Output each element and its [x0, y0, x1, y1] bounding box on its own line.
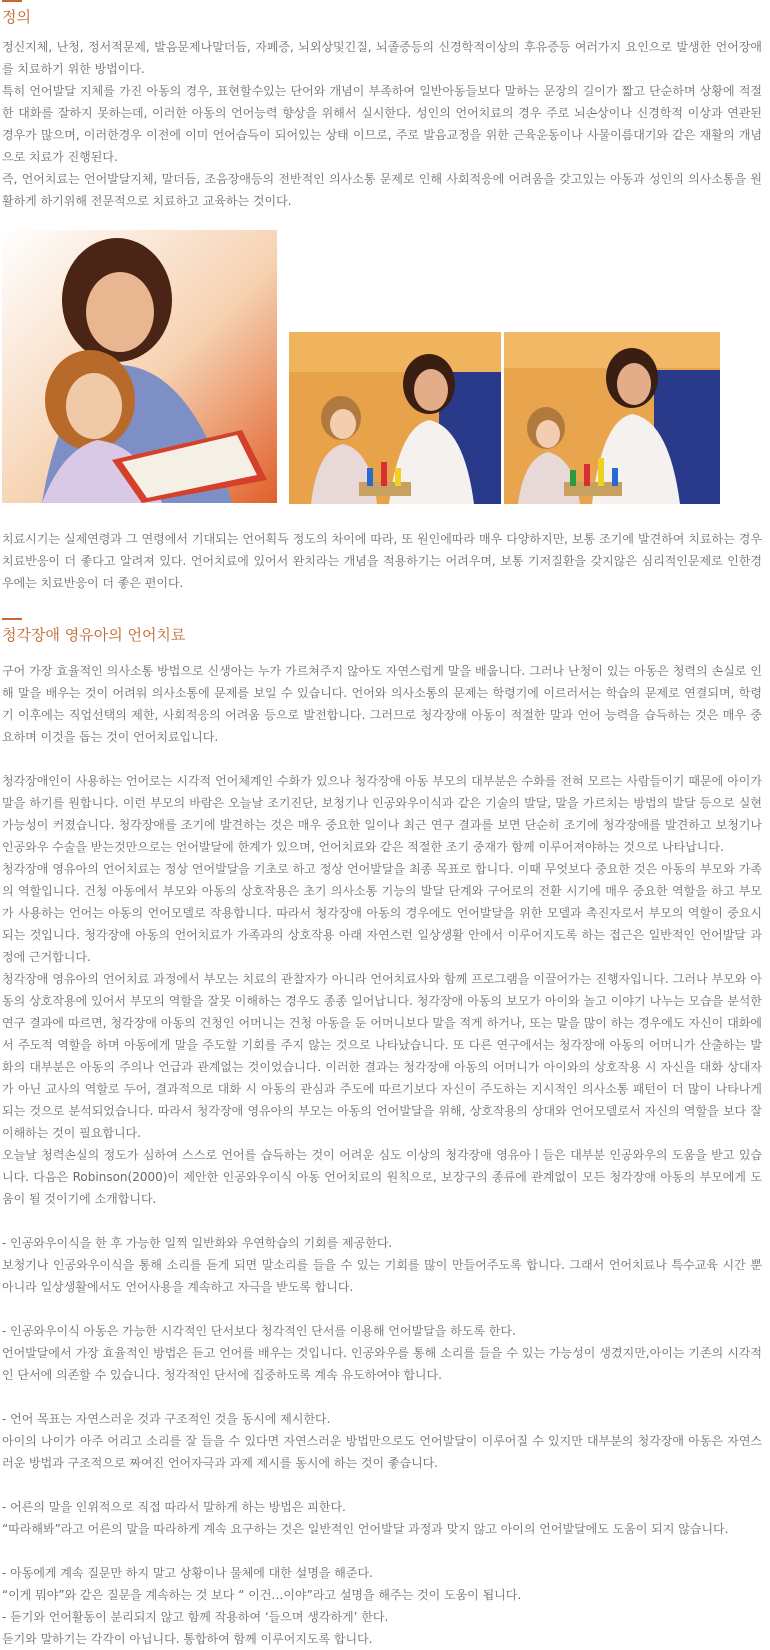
paragraph: 구어 가장 효율적인 의사소통 방법으로 신생아는 누가 가르쳐주지 않아도 자연스럽게 말을 배웁니다. 그러나 난청이 있는 아동은 청력의 손실로 인해 말을 배우는 것이 어려워 의사소통에 문제를 보일 수 있습니다. 언어와 의사소통의 문제는 학령기에 이르러서는 학습의 문제로 연결되며, 학령기 이후에는 직업선택의 제한, 사회적응의 어려움 등으로 발전합니다. 그러므로 청각장애 아동이 적절한 말과 언어 능력을 습득하는 것은 매우 중요하며 이것을 돕는 것이 언어치료입니다. — [2, 664, 762, 744]
principle-heading: - 아동에게 계속 질문만 하지 말고 상황이나 물체에 대한 설명을 해준다. — [2, 1566, 373, 1580]
principle-heading: - 언어 목표는 자연스러운 것과 구조적인 것을 동시에 제시한다. — [2, 1412, 331, 1426]
definition-text — [2, 36, 762, 212]
paragraph: 청각장애 영유아의 언어치료는 정상 언어발달을 기초로 하고 정상 언어발달을 최종 목표로 합니다. 이때 무엇보다 중요한 것은 아동의 부모와 가족의 역할입니다. 건청 아동에서 부모와 아동의 상호작용은 초기 의사소통 기능의 발달 단계와 구어로의 전환 시기에 매우 중요한 역할을 하고 부모가 사용하는 언어는 아동의 언어모델로 작용합니다. 따라서 청각장애 아동의 경우에도 언어발달을 위한 모델과 촉진자로서 부모의 역할이 중요시되는 것입니다. 청각장애 아동의 언어치료가 가족과의 상호작용 아래 자연스런 일상생활 안에서 이루어지도록 하는 접근은 일반적인 언어발달 과정에 근거합니다. — [2, 862, 762, 964]
paragraph: 정신지체, 난청, 정서적문제, 발음문제나말더듬, 자폐증, 뇌외상및긴질, 뇌졸증등의 신경학적이상의 후유증등 여러가지 요인으로 발생한 언어장애를 치료하기 위한 방법이다. — [2, 40, 762, 76]
accent-bar — [2, 0, 22, 2]
principle-heading: - 인공와우이식을 한 후 가능한 일찍 일반화와 우연학습의 기회를 제공한다. — [2, 1236, 393, 1250]
principle-body: “이게 뭐야”와 같은 질문을 계속하는 것 보다 “ 이건…이야”라고 설명을 해주는 것이 도움이 됩니다. — [2, 1588, 522, 1602]
therapy-session-photo-2 — [504, 332, 720, 504]
principle-heading: - 듣기와 언어활동이 분리되지 않고 함께 작용하여 ‘들으며 생각하게’ 한다. — [2, 1610, 389, 1624]
principle-body: 보청기나 인공와우이식을 통해 소리를 듣게 되면 말소리를 들을 수 있는 기회를 많이 만들어주도록 합니다. 그래서 언어치료나 특수교육 시간 뿐 아니라 일상생활에서도 언어사용을 계속하고 자극을 받도록 합니다. — [2, 1258, 762, 1294]
mother-reading-photo — [2, 230, 277, 503]
section-title: 정의 — [2, 8, 31, 26]
principle-body: “따라해봐”라고 어른의 말을 따라하게 계속 요구하는 것은 일반적인 언어발달 과정과 맞지 않고 아이의 언어발달에도 도움이 되지 않습니다. — [2, 1522, 729, 1536]
paragraph: 청각장애 영유아의 언어치료 과정에서 부모는 치료의 관찰자가 아니라 언어치료사와 함께 프로그램을 이끌어가는 진행자입니다. 그러나 부모와 아동의 상호작용에 있어서 부모의 역할을 잘못 이해하는 경우도 종종 일어납니다. 청각장애 아동의 보모가 아이와 놀고 이야기 나누는 모습을 분석한 연구 결과에 따르면, 청각장애 아동의 건청인 어머니는 건청 아동을 둔 어머니보다 말을 적게 하거나, 또는 말을 많이 하는 경우에도 자신이 대화에서 주도적 역할을 하며 아동에게 말을 주도할 기회를 주지 않는 것으로 나타났습니다. 또 다른 연구에서는 청각장애 아동의 어머니가 산출하는 발화의 대부분은 아동의 주의나 언급과 관계없는 것이었습니다. 이러한 결과는 청각장애 아동의 어머니가 아이와의 상호작용 시 자신을 대화 상대자가 아닌 교사의 역할로 두어, 결과적으로 대화 시 아동의 관심과 주도에 따르기보다 자신이 주도하는 지시적인 의사소통 패턴이 더 많이 나타나게 되는 것으로 분석되었습니다. 따라서 청각장애 영유아의 부모는 아동의 언어발달을 위해, 상호작용의 상대와 언어모델로서 자신의 역할을 보다 잘 이해하는 것이 필요합니다. — [2, 972, 762, 1140]
hearing-text — [2, 660, 762, 1650]
paragraph: 오늘날 청력손실의 정도가 심하여 스스로 언어를 습득하는 것이 어려운 심도 이상의 청각장애 영유아ㅣ들은 대부분 인공와우의 도움을 받고 있습니다. 다음은 Robinson(2000)이 제안한 인공와우이식 아동 언어치료의 원칙으로, 보장구의 종류에 관계없이 모든 청각장애 아동의 부모에게 도움이 될 것이기에 소개합니다. — [2, 1148, 762, 1206]
section-title: 청각장애 영유아의 언어치료 — [2, 626, 186, 644]
photo-row — [2, 224, 762, 524]
principle-heading: - 인공와우이식 아동은 가능한 시각적인 단서보다 청각적인 단서를 이용해 언어발달을 하도록 한다. — [2, 1324, 516, 1338]
content — [2, 0, 762, 1650]
section-hearing-header — [2, 618, 762, 646]
therapy-session-photo — [289, 332, 501, 504]
paragraph: 즉, 언어치료는 언어발달지체, 말더듬, 조음장애등의 전반적인 의사소통 문제로 인해 사회적응에 어려움을 갖고있는 아동과 성인의 의사소통을 원활하게 하기위해 전문적으로 치료하고 교육하는 것이다. — [2, 172, 762, 208]
principle-heading: - 어른의 말을 인위적으로 직접 따라서 말하게 하는 방법은 피한다. — [2, 1500, 346, 1514]
principle-body: 언어발달에서 가장 효율적인 방법은 듣고 언어를 배우는 것입니다. 인공와우를 통해 소리를 들을 수 있는 가능성이 생겼지만,아이는 기존의 시각적인 단서에 의존할 수 있습니다. 청각적인 단서에 집중하도록 계속 유도하여야 합니다. — [2, 1346, 762, 1382]
section-definition-header — [2, 0, 762, 28]
paragraph: 특히 언어발달 지체를 가진 아동의 경우, 표현할수있는 단어와 개념이 부족하여 일반아동들보다 말하는 문장의 길이가 짧고 단순하며 상황에 적절한 대화를 잘하지 못하는데, 이러한 아동의 언어능력 향상을 위해서 실시한다. 성인의 언어치료의 경우 주로 뇌손상이나 신경학적 이상과 연관된 경우가 많으며, 이러한경우 이전에 이미 언어습득이 되어있는 상태 이므로, 주로 발음교정을 위한 근육운동이나 사물이름대기와 같은 재활의 개념으로 치료가 진행된다. — [2, 84, 762, 164]
paragraph: 치료시기는 실제연령과 그 연령에서 기대되는 언어획득 정도의 차이에 따라, 또 원인에따라 매우 다양하지만, 보통 조기에 발견하여 치료하는 경우 치료반응이 더 좋다고 알려져 있다. 언어치료에 있어서 완치라는 개념을 적용하기는 어려우며, 보통 기저질환을 갖지않은 심리적인문제로 인한경우에는 치료반응이 더 좋은 편이다. — [2, 532, 762, 590]
accent-bar — [2, 618, 22, 620]
principle-body: 아이의 나이가 아주 어리고 소리를 잘 들을 수 있다면 자연스러운 방법만으로도 언어발달이 이루어질 수 있지만 대부분의 청각장애 아동은 자연스러운 방법과 구조적으로 짜여진 언어자극과 과제 제시를 동시에 하는 것이 좋습니다. — [2, 1434, 762, 1470]
paragraph: 청각장애인이 사용하는 언어로는 시각적 언어체계인 수화가 있으나 청각장애 아동 부모의 대부분은 수화를 전혀 모르는 사람들이기 때문에 아이가 말을 하기를 원합니다. 이런 부모의 바람은 오늘날 조기진단, 보청기나 인공와우이식과 같은 기술의 발달, 말을 가르치는 방법의 발달 등으로 실현 가능성이 커졌습니다. 청각장애를 조기에 발견하는 것은 매우 중요한 일이나 최근 연구 결과를 보면 단순히 조기에 청각장애를 발견하고 보청기나 인공와우 수술을 받는것만으로는 언어발달에 한계가 있으며, 언어치료와 같은 적절한 조기 중재가 함께 이루어져야하는 것으로 나타납니다. — [2, 774, 762, 854]
principle-body: 듣기와 말하기는 각각이 아닙니다. 통합하여 함께 이루어지도록 합니다. — [2, 1632, 373, 1646]
